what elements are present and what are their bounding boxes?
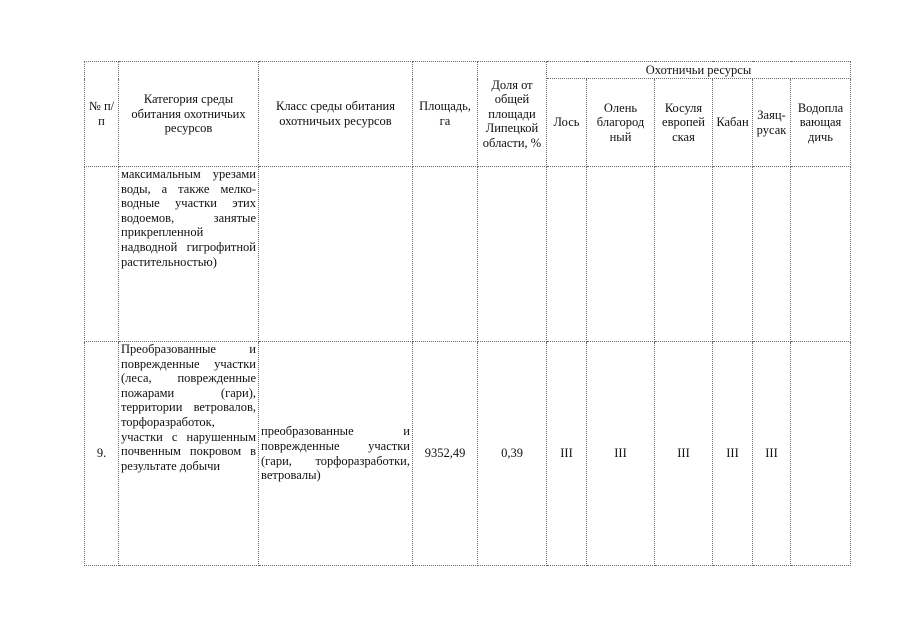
header-resources-group: Охотничьи ресурсы (547, 62, 851, 79)
header-category: Категория среды обитания охотничьих ресурсов (119, 62, 259, 167)
cell-hare: III (753, 342, 791, 566)
cell-area: 9352,49 (413, 342, 478, 566)
cell-waterfowl (791, 342, 851, 566)
cell-num: 9. (85, 342, 119, 566)
cell-red-deer: III (587, 342, 655, 566)
cell-category: максимальным урезами воды, а также мелко-водные участки этих водоемов, занятые прикрепленной надводной гигрофитной растительностью) (119, 167, 259, 342)
cell-category: Преобразованные и поврежденные участки (леса, поврежденные пожарами (гари), территории ветровалов, торфоразработок, участки с нарушенным почвенным покровом в результате добычи (119, 342, 259, 566)
header-resource-red-deer: Олень благород ный (587, 79, 655, 167)
header-resource-hare: Заяц-русак (753, 79, 791, 167)
cell-share (478, 167, 547, 342)
header-num: № п/п (85, 62, 119, 167)
header-class: Класс среды обитания охотничьих ресурсов (259, 62, 413, 167)
header-resource-boar: Кабан (713, 79, 753, 167)
cell-share: 0,39 (478, 342, 547, 566)
cell-hare (753, 167, 791, 342)
cell-waterfowl (791, 167, 851, 342)
header-resource-waterfowl: Водопла вающая дичь (791, 79, 851, 167)
header-resource-moose: Лось (547, 79, 587, 167)
header-area: Площадь, га (413, 62, 478, 167)
cell-roe-deer (655, 167, 713, 342)
cell-moose (547, 167, 587, 342)
cell-moose: III (547, 342, 587, 566)
habitat-table (84, 61, 851, 566)
cell-area (413, 167, 478, 342)
table-row (85, 167, 851, 342)
header-resource-roe-deer: Косуля европей ская (655, 79, 713, 167)
cell-roe-deer: III (655, 342, 713, 566)
cell-class (259, 167, 413, 342)
cell-class: преобразованные и поврежденные участки (гари, торфоразработки, ветровалы) (259, 342, 413, 566)
cell-boar: III (713, 342, 753, 566)
header-share: Доля от общей площади Липецкой области, % (478, 62, 547, 167)
cell-num (85, 167, 119, 342)
cell-red-deer (587, 167, 655, 342)
cell-boar (713, 167, 753, 342)
table-row (85, 342, 851, 566)
